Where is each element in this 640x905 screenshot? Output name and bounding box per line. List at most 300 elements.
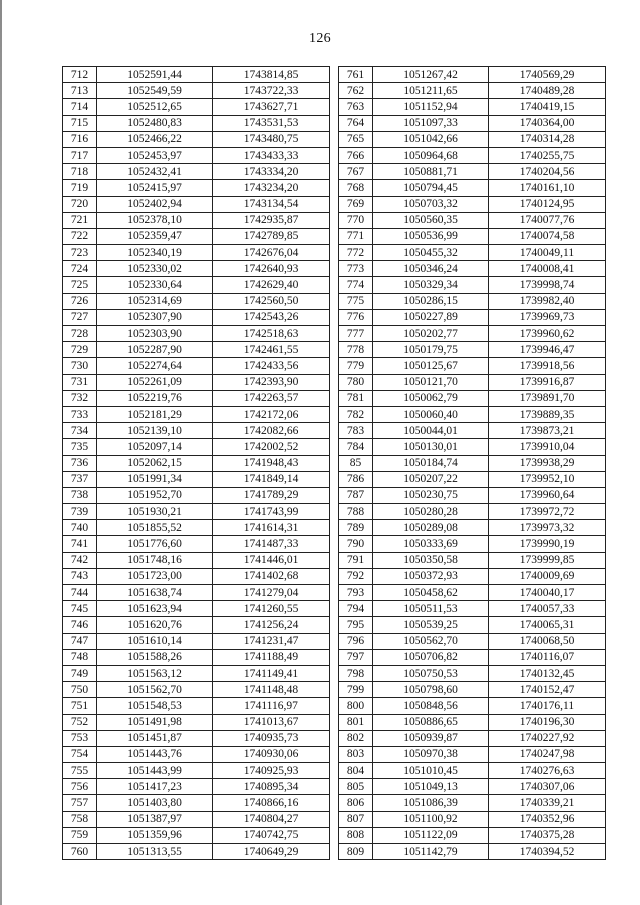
point-number-cell: 804	[339, 763, 373, 779]
x-coordinate-cell: 1051122,09	[373, 827, 489, 843]
point-number-cell: 780	[339, 374, 373, 390]
y-coordinate-cell: 1740866,16	[213, 795, 330, 811]
x-coordinate-cell: 1050060,40	[373, 406, 489, 422]
x-coordinate-cell: 1050346,24	[373, 261, 489, 277]
table-row	[63, 536, 330, 552]
y-coordinate-cell: 1740935,73	[213, 730, 330, 746]
point-number-cell: 767	[339, 164, 373, 180]
point-number-cell: 729	[63, 342, 97, 358]
table-row	[63, 196, 330, 212]
table-row	[339, 228, 606, 244]
y-coordinate-cell: 1742461,55	[213, 342, 330, 358]
point-number-cell: 796	[339, 633, 373, 649]
y-coordinate-cell: 1740077,76	[489, 212, 606, 228]
y-coordinate-cell: 1742393,90	[213, 374, 330, 390]
table-row	[339, 504, 606, 520]
x-coordinate-cell: 1052274,64	[97, 358, 213, 374]
table-row	[63, 83, 330, 99]
table-row	[339, 811, 606, 827]
table-row	[339, 601, 606, 617]
x-coordinate-cell: 1050703,32	[373, 196, 489, 212]
x-coordinate-cell: 1050886,65	[373, 714, 489, 730]
y-coordinate-cell: 1740804,27	[213, 811, 330, 827]
table-row	[63, 617, 330, 633]
y-coordinate-cell: 1743334,20	[213, 164, 330, 180]
table-row	[339, 245, 606, 261]
x-coordinate-cell: 1050333,69	[373, 536, 489, 552]
scan-edge	[0, 0, 2, 905]
y-coordinate-cell: 1742560,50	[213, 293, 330, 309]
x-coordinate-cell: 1051930,21	[97, 504, 213, 520]
y-coordinate-cell: 1740227,92	[489, 730, 606, 746]
table-row	[63, 342, 330, 358]
point-number-cell: 793	[339, 585, 373, 601]
table-row	[63, 730, 330, 746]
y-coordinate-cell: 1740649,29	[213, 844, 330, 860]
point-number-cell: 786	[339, 471, 373, 487]
point-number-cell: 775	[339, 293, 373, 309]
table-row	[339, 147, 606, 163]
point-number-cell: 761	[339, 67, 373, 83]
x-coordinate-cell: 1051623,94	[97, 601, 213, 617]
x-coordinate-cell: 1052453,97	[97, 147, 213, 163]
y-coordinate-cell: 1739972,72	[489, 504, 606, 520]
table-row	[339, 342, 606, 358]
y-coordinate-cell: 1741260,55	[213, 601, 330, 617]
x-coordinate-cell: 1051049,13	[373, 779, 489, 795]
point-number-cell: 755	[63, 763, 97, 779]
x-coordinate-cell: 1050230,75	[373, 487, 489, 503]
point-number-cell: 774	[339, 277, 373, 293]
y-coordinate-cell: 1743480,75	[213, 131, 330, 147]
table-row	[63, 520, 330, 536]
table-row	[339, 406, 606, 422]
table-row	[63, 406, 330, 422]
table-row	[63, 763, 330, 779]
x-coordinate-cell: 1051723,00	[97, 568, 213, 584]
x-coordinate-cell: 1051562,70	[97, 682, 213, 698]
point-number-cell: 803	[339, 746, 373, 762]
table-row	[63, 212, 330, 228]
y-coordinate-cell: 1740196,30	[489, 714, 606, 730]
table-row	[63, 844, 330, 860]
table-row	[63, 568, 330, 584]
x-coordinate-cell: 1050372,93	[373, 568, 489, 584]
x-coordinate-cell: 1051010,45	[373, 763, 489, 779]
table-row	[63, 827, 330, 843]
x-coordinate-cell: 1052415,97	[97, 180, 213, 196]
table-row	[339, 423, 606, 439]
point-number-cell: 731	[63, 374, 97, 390]
point-number-cell: 752	[63, 714, 97, 730]
x-coordinate-cell: 1051359,96	[97, 827, 213, 843]
x-coordinate-cell: 1052512,65	[97, 99, 213, 115]
y-coordinate-cell: 1742518,63	[213, 326, 330, 342]
y-coordinate-cell: 1740307,06	[489, 779, 606, 795]
x-coordinate-cell: 1052062,15	[97, 455, 213, 471]
x-coordinate-cell: 1051748,16	[97, 552, 213, 568]
x-coordinate-cell: 1051610,14	[97, 633, 213, 649]
table-row	[339, 682, 606, 698]
table-row	[63, 471, 330, 487]
point-number-cell: 782	[339, 406, 373, 422]
point-number-cell: 773	[339, 261, 373, 277]
point-number-cell: 789	[339, 520, 373, 536]
x-coordinate-cell: 1050939,87	[373, 730, 489, 746]
y-coordinate-cell: 1742543,26	[213, 309, 330, 325]
x-coordinate-cell: 1051097,33	[373, 115, 489, 131]
table-row	[63, 665, 330, 681]
y-coordinate-cell: 1740895,34	[213, 779, 330, 795]
x-coordinate-cell: 1052261,09	[97, 374, 213, 390]
table-row	[63, 99, 330, 115]
table-row	[339, 131, 606, 147]
point-number-cell: 772	[339, 245, 373, 261]
x-coordinate-cell: 1050750,53	[373, 665, 489, 681]
x-coordinate-cell: 1051491,98	[97, 714, 213, 730]
y-coordinate-cell: 1739952,10	[489, 471, 606, 487]
y-coordinate-cell: 1740008,41	[489, 261, 606, 277]
table-row	[63, 455, 330, 471]
table-row	[63, 131, 330, 147]
y-coordinate-cell: 1740040,17	[489, 585, 606, 601]
point-number-cell: 733	[63, 406, 97, 422]
x-coordinate-cell: 1051855,52	[97, 520, 213, 536]
table-row	[339, 83, 606, 99]
y-coordinate-cell: 1740742,75	[213, 827, 330, 843]
y-coordinate-cell: 1742433,56	[213, 358, 330, 374]
table-row	[63, 164, 330, 180]
y-coordinate-cell: 1740489,28	[489, 83, 606, 99]
x-coordinate-cell: 1050121,70	[373, 374, 489, 390]
y-coordinate-cell: 1740116,07	[489, 649, 606, 665]
point-number-cell: 727	[63, 309, 97, 325]
y-coordinate-cell: 1740009,69	[489, 568, 606, 584]
y-coordinate-cell: 1741256,24	[213, 617, 330, 633]
point-number-cell: 723	[63, 245, 97, 261]
table-row	[339, 374, 606, 390]
point-number-cell: 784	[339, 439, 373, 455]
point-number-cell: 754	[63, 746, 97, 762]
point-number-cell: 715	[63, 115, 97, 131]
point-number-cell: 808	[339, 827, 373, 843]
y-coordinate-cell: 1739973,32	[489, 520, 606, 536]
point-number-cell: 712	[63, 67, 97, 83]
table-row	[339, 439, 606, 455]
table-row	[63, 390, 330, 406]
point-number-cell: 781	[339, 390, 373, 406]
point-number-cell: 721	[63, 212, 97, 228]
point-number-cell: 741	[63, 536, 97, 552]
y-coordinate-cell: 1740419,15	[489, 99, 606, 115]
x-coordinate-cell: 1050964,68	[373, 147, 489, 163]
y-coordinate-cell: 1740930,06	[213, 746, 330, 762]
point-number-cell: 795	[339, 617, 373, 633]
x-coordinate-cell: 1050560,35	[373, 212, 489, 228]
table-row	[63, 601, 330, 617]
table-row	[339, 196, 606, 212]
x-coordinate-cell: 1051417,23	[97, 779, 213, 795]
point-number-cell: 806	[339, 795, 373, 811]
coordinates-table-right	[338, 66, 606, 860]
table-row	[63, 261, 330, 277]
table-row	[339, 779, 606, 795]
y-coordinate-cell: 1739960,62	[489, 326, 606, 342]
table-row	[63, 326, 330, 342]
x-coordinate-cell: 1050062,79	[373, 390, 489, 406]
x-coordinate-cell: 1051588,26	[97, 649, 213, 665]
point-number-cell: 809	[339, 844, 373, 860]
y-coordinate-cell: 1743531,53	[213, 115, 330, 131]
table-row	[339, 536, 606, 552]
y-coordinate-cell: 1740068,50	[489, 633, 606, 649]
point-number-cell: 799	[339, 682, 373, 698]
y-coordinate-cell: 1740161,10	[489, 180, 606, 196]
point-number-cell: 779	[339, 358, 373, 374]
point-number-cell: 776	[339, 309, 373, 325]
point-number-cell: 714	[63, 99, 97, 115]
y-coordinate-cell: 1740255,75	[489, 147, 606, 163]
point-number-cell: 771	[339, 228, 373, 244]
point-number-cell: 788	[339, 504, 373, 520]
point-number-cell: 762	[339, 83, 373, 99]
table-row	[63, 714, 330, 730]
y-coordinate-cell: 1743134,54	[213, 196, 330, 212]
y-coordinate-cell: 1740394,52	[489, 844, 606, 860]
table-row	[339, 115, 606, 131]
x-coordinate-cell: 1052097,14	[97, 439, 213, 455]
x-coordinate-cell: 1050562,70	[373, 633, 489, 649]
y-coordinate-cell: 1743814,85	[213, 67, 330, 83]
point-number-cell: 757	[63, 795, 97, 811]
table-row	[339, 326, 606, 342]
point-number-cell: 749	[63, 665, 97, 681]
y-coordinate-cell: 1743627,71	[213, 99, 330, 115]
table-row	[63, 277, 330, 293]
y-coordinate-cell: 1739916,87	[489, 374, 606, 390]
y-coordinate-cell: 1741849,14	[213, 471, 330, 487]
y-coordinate-cell: 1739998,74	[489, 277, 606, 293]
x-coordinate-cell: 1052330,64	[97, 277, 213, 293]
y-coordinate-cell: 1740569,29	[489, 67, 606, 83]
point-number-cell: 738	[63, 487, 97, 503]
x-coordinate-cell: 1052591,44	[97, 67, 213, 83]
x-coordinate-cell: 1050280,28	[373, 504, 489, 520]
x-coordinate-cell: 1051152,94	[373, 99, 489, 115]
y-coordinate-cell: 1739982,40	[489, 293, 606, 309]
table-row	[339, 795, 606, 811]
y-coordinate-cell: 1740132,45	[489, 665, 606, 681]
table-row	[63, 585, 330, 601]
x-coordinate-cell: 1050970,38	[373, 746, 489, 762]
point-number-cell: 746	[63, 617, 97, 633]
point-number-cell: 778	[339, 342, 373, 358]
coordinates-table-left	[62, 66, 330, 860]
x-coordinate-cell: 1051211,65	[373, 83, 489, 99]
x-coordinate-cell: 1050329,34	[373, 277, 489, 293]
x-coordinate-cell: 1051548,53	[97, 698, 213, 714]
x-coordinate-cell: 1051563,12	[97, 665, 213, 681]
y-coordinate-cell: 1740057,33	[489, 601, 606, 617]
table-row	[63, 423, 330, 439]
point-number-cell: 725	[63, 277, 97, 293]
x-coordinate-cell: 1050289,08	[373, 520, 489, 536]
table-row	[339, 180, 606, 196]
y-coordinate-cell: 1742002,52	[213, 439, 330, 455]
table-row	[339, 763, 606, 779]
x-coordinate-cell: 1052432,41	[97, 164, 213, 180]
x-coordinate-cell: 1051100,92	[373, 811, 489, 827]
point-number-cell: 747	[63, 633, 97, 649]
x-coordinate-cell: 1051042,66	[373, 131, 489, 147]
point-number-cell: 718	[63, 164, 97, 180]
table-row	[339, 67, 606, 83]
x-coordinate-cell: 1052378,10	[97, 212, 213, 228]
x-coordinate-cell: 1051403,80	[97, 795, 213, 811]
y-coordinate-cell: 1740364,00	[489, 115, 606, 131]
y-coordinate-cell: 1742082,66	[213, 423, 330, 439]
table-row	[63, 358, 330, 374]
y-coordinate-cell: 1742263,57	[213, 390, 330, 406]
table-row	[339, 552, 606, 568]
y-coordinate-cell: 1742935,87	[213, 212, 330, 228]
x-coordinate-cell: 1052303,90	[97, 326, 213, 342]
x-coordinate-cell: 1050881,71	[373, 164, 489, 180]
y-coordinate-cell: 1742640,93	[213, 261, 330, 277]
point-number-cell: 720	[63, 196, 97, 212]
point-number-cell: 744	[63, 585, 97, 601]
point-number-cell: 722	[63, 228, 97, 244]
table-row	[63, 309, 330, 325]
point-number-cell: 760	[63, 844, 97, 860]
point-number-cell: 736	[63, 455, 97, 471]
point-number-cell: 713	[63, 83, 97, 99]
y-coordinate-cell: 1740049,11	[489, 245, 606, 261]
table-row	[339, 633, 606, 649]
x-coordinate-cell: 1051387,97	[97, 811, 213, 827]
x-coordinate-cell: 1050179,75	[373, 342, 489, 358]
table-row	[339, 277, 606, 293]
table-row	[63, 115, 330, 131]
y-coordinate-cell: 1741149,41	[213, 665, 330, 681]
point-number-cell: 790	[339, 536, 373, 552]
point-number-cell: 716	[63, 131, 97, 147]
point-number-cell: 735	[63, 439, 97, 455]
x-coordinate-cell: 1052480,83	[97, 115, 213, 131]
point-number-cell: 728	[63, 326, 97, 342]
y-coordinate-cell: 1739891,70	[489, 390, 606, 406]
point-number-cell: 777	[339, 326, 373, 342]
point-number-cell: 85	[339, 455, 373, 471]
x-coordinate-cell: 1052402,94	[97, 196, 213, 212]
point-number-cell: 742	[63, 552, 97, 568]
point-number-cell: 740	[63, 520, 97, 536]
table-row	[63, 487, 330, 503]
x-coordinate-cell: 1050458,62	[373, 585, 489, 601]
point-number-cell: 800	[339, 698, 373, 714]
y-coordinate-cell: 1742172,06	[213, 406, 330, 422]
table-row	[339, 714, 606, 730]
x-coordinate-cell: 1050202,77	[373, 326, 489, 342]
table-row	[63, 439, 330, 455]
point-number-cell: 802	[339, 730, 373, 746]
point-number-cell: 732	[63, 390, 97, 406]
x-coordinate-cell: 1050207,22	[373, 471, 489, 487]
y-coordinate-cell: 1742676,04	[213, 245, 330, 261]
table-row	[339, 455, 606, 471]
table-row	[339, 309, 606, 325]
table-row	[339, 520, 606, 536]
point-number-cell: 758	[63, 811, 97, 827]
point-number-cell: 787	[339, 487, 373, 503]
point-number-cell: 794	[339, 601, 373, 617]
table-row	[339, 358, 606, 374]
x-coordinate-cell: 1050227,89	[373, 309, 489, 325]
table-row	[339, 487, 606, 503]
point-number-cell: 792	[339, 568, 373, 584]
y-coordinate-cell: 1741446,01	[213, 552, 330, 568]
table-row	[339, 390, 606, 406]
point-number-cell: 756	[63, 779, 97, 795]
y-coordinate-cell: 1740375,28	[489, 827, 606, 843]
point-number-cell: 750	[63, 682, 97, 698]
x-coordinate-cell: 1052307,90	[97, 309, 213, 325]
x-coordinate-cell: 1051991,34	[97, 471, 213, 487]
x-coordinate-cell: 1051086,39	[373, 795, 489, 811]
x-coordinate-cell: 1051267,42	[373, 67, 489, 83]
y-coordinate-cell: 1740925,93	[213, 763, 330, 779]
y-coordinate-cell: 1741231,47	[213, 633, 330, 649]
point-number-cell: 724	[63, 261, 97, 277]
point-number-cell: 768	[339, 180, 373, 196]
table-row	[63, 245, 330, 261]
table-row	[63, 682, 330, 698]
point-number-cell: 743	[63, 568, 97, 584]
point-number-cell: 737	[63, 471, 97, 487]
point-number-cell: 805	[339, 779, 373, 795]
x-coordinate-cell: 1052340,19	[97, 245, 213, 261]
x-coordinate-cell: 1052314,69	[97, 293, 213, 309]
x-coordinate-cell: 1050706,82	[373, 649, 489, 665]
x-coordinate-cell: 1050798,60	[373, 682, 489, 698]
x-coordinate-cell: 1050511,53	[373, 601, 489, 617]
y-coordinate-cell: 1740339,21	[489, 795, 606, 811]
y-coordinate-cell: 1742629,40	[213, 277, 330, 293]
y-coordinate-cell: 1741789,29	[213, 487, 330, 503]
table-row	[63, 795, 330, 811]
table-row	[339, 730, 606, 746]
y-coordinate-cell: 1739889,35	[489, 406, 606, 422]
point-number-cell: 791	[339, 552, 373, 568]
table-row	[63, 779, 330, 795]
x-coordinate-cell: 1050125,67	[373, 358, 489, 374]
y-coordinate-cell: 1741013,67	[213, 714, 330, 730]
point-number-cell: 726	[63, 293, 97, 309]
page-number: 126	[309, 31, 331, 46]
x-coordinate-cell: 1051443,76	[97, 746, 213, 762]
y-coordinate-cell: 1740152,47	[489, 682, 606, 698]
y-coordinate-cell: 1739946,47	[489, 342, 606, 358]
point-number-cell: 763	[339, 99, 373, 115]
x-coordinate-cell: 1051620,76	[97, 617, 213, 633]
table-row	[63, 67, 330, 83]
x-coordinate-cell: 1050848,56	[373, 698, 489, 714]
x-coordinate-cell: 1051142,79	[373, 844, 489, 860]
point-number-cell: 734	[63, 423, 97, 439]
table-row	[63, 633, 330, 649]
table-row	[63, 698, 330, 714]
table-row	[63, 811, 330, 827]
